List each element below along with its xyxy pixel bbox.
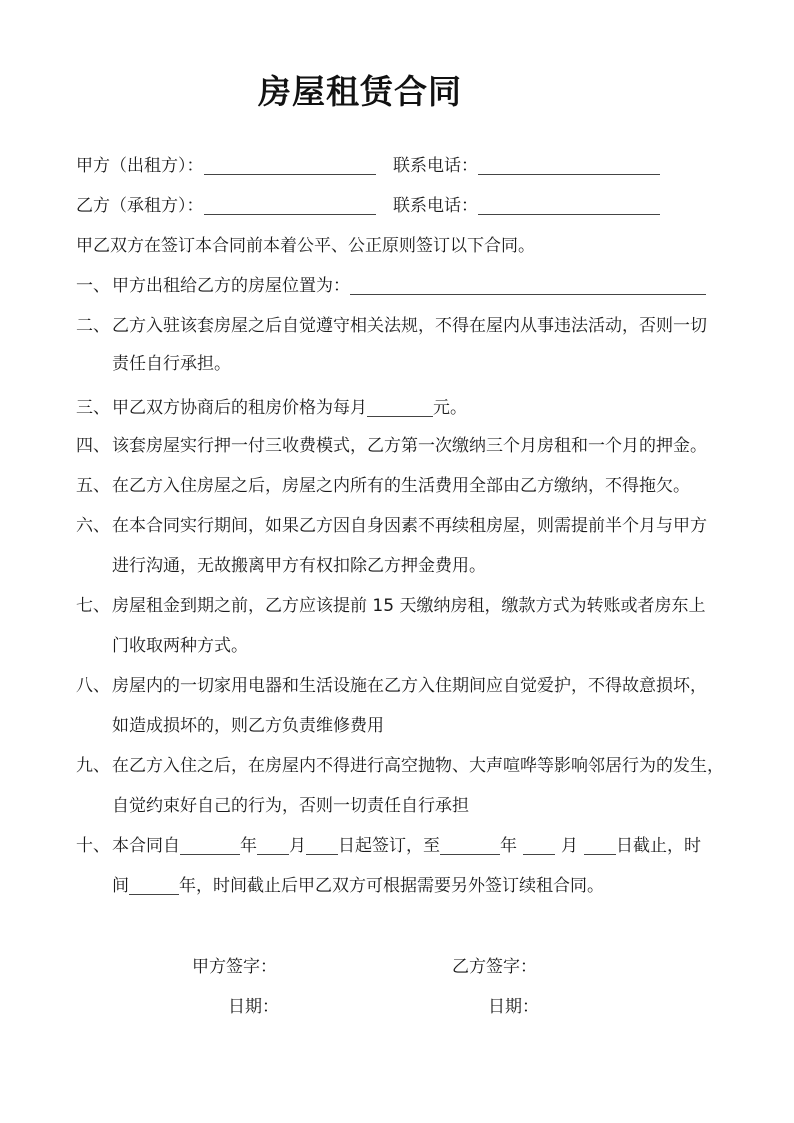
- party-b-date-label: 日期：: [488, 997, 539, 1017]
- clause-number: 三、: [76, 398, 110, 418]
- clause-7: [76, 594, 705, 618]
- party-a-phone-field[interactable]: [478, 156, 660, 175]
- party-a-phone-label: 联系电话：: [393, 156, 478, 176]
- clause-2-cont: 责任自行承担。: [112, 354, 231, 374]
- clause-number: 八、: [76, 676, 110, 696]
- end-year-field[interactable]: [440, 836, 500, 855]
- start-year-field[interactable]: [180, 836, 240, 855]
- party-a-name-field[interactable]: [204, 156, 376, 175]
- party-a-phone-row: [393, 154, 660, 178]
- party-a-label: 甲方（出租方）：: [76, 156, 204, 176]
- year-label: 年: [500, 836, 517, 856]
- clause-text: 年，时间截止后甲乙双方可根据需要另外签订续租合同。: [179, 876, 604, 896]
- clause-number: 九、: [76, 756, 110, 776]
- clause-4: [76, 434, 707, 458]
- party-b-signature-label: 乙方签字：: [452, 957, 537, 977]
- start-day-field[interactable]: [306, 836, 338, 855]
- clause-number: 六、: [76, 516, 110, 536]
- clause-text: 在乙方入住房屋之后，房屋之内所有的生活费用全部由乙方缴纳，不得拖欠。: [112, 476, 690, 496]
- clause-2: [76, 314, 707, 338]
- party-b-label: 乙方（承租方）：: [76, 196, 204, 216]
- clause-text: 甲方出租给乙方的房屋位置为：: [112, 276, 350, 296]
- clause-text: 在本合同实行期间，如果乙方因自身因素不再续租房屋，则需提前半个月与甲方: [112, 516, 707, 536]
- clause-number: 一、: [76, 276, 110, 296]
- document-title: 房屋租赁合同: [258, 72, 462, 111]
- party-b-row: [76, 194, 376, 218]
- start-month-field[interactable]: [257, 836, 289, 855]
- clause-1: [76, 274, 706, 298]
- end-month-field[interactable]: [523, 836, 555, 855]
- clause-9-cont: 自觉约束好自己的行为，否则一切责任自行承担: [112, 796, 469, 816]
- party-b-phone-field[interactable]: [478, 196, 660, 215]
- month-label: 月: [561, 836, 578, 856]
- clause-number: 二、: [76, 316, 110, 336]
- clause-text-unit: 元。: [433, 398, 467, 418]
- clause-text: 间: [112, 876, 129, 896]
- clause-text: 在乙方入住之后，在房屋内不得进行高空抛物、大声喧哗等影响邻居行为的发生，: [112, 756, 724, 776]
- party-a-signature-label: 甲方签字：: [192, 957, 277, 977]
- clause-text: 本合同自: [112, 836, 180, 856]
- clause-8-cont: 如造成损坏的，则乙方负责维修费用: [112, 716, 384, 736]
- clause-8: [76, 674, 707, 698]
- clause-9: [76, 754, 724, 778]
- clause-number: 七、: [76, 596, 110, 616]
- clause-10-cont: [112, 874, 604, 898]
- party-b-phone-row: [393, 194, 660, 218]
- monthly-rent-field[interactable]: [367, 398, 433, 417]
- clause-6-cont: 进行沟通，无故搬离甲方有权扣除乙方押金费用。: [112, 556, 486, 576]
- clause-text: 乙方入驻该套房屋之后自觉遵守相关法规，不得在屋内从事违法活动，否则一切: [112, 316, 707, 336]
- house-location-field[interactable]: [350, 276, 706, 295]
- clause-5: [76, 474, 690, 498]
- end-day-field[interactable]: [584, 836, 616, 855]
- clause-text: 甲乙双方协商后的租房价格为每月: [112, 398, 367, 418]
- end-label: 日截止，时: [616, 836, 701, 856]
- party-b-name-field[interactable]: [204, 196, 376, 215]
- clause-3: [76, 396, 467, 420]
- intro-text: 甲乙双方在签订本合同前本着公平、公正原则签订以下合同。: [76, 236, 535, 256]
- clause-number: 五、: [76, 476, 110, 496]
- party-a-row: [76, 154, 376, 178]
- clause-text: 该套房屋实行押一付三收费模式，乙方第一次缴纳三个月房租和一个月的押金。: [112, 436, 707, 456]
- start-label: 日起签订，至: [338, 836, 440, 856]
- party-b-phone-label: 联系电话：: [393, 196, 478, 216]
- clause-6: [76, 514, 707, 538]
- year-label: 年: [240, 836, 257, 856]
- clause-number: 十、: [76, 836, 110, 856]
- clause-text: 房屋租金到期之前，乙方应该提前 15 天缴纳房租，缴款方式为转账或者房东上: [112, 596, 706, 616]
- duration-years-field[interactable]: [129, 876, 179, 895]
- clause-10: [76, 834, 701, 858]
- party-a-date-label: 日期：: [228, 997, 279, 1017]
- clause-text: 房屋内的一切家用电器和生活设施在乙方入住期间应自觉爱护，不得故意损坏，: [112, 676, 707, 696]
- month-label: 月: [289, 836, 306, 856]
- clause-number: 四、: [76, 436, 110, 456]
- clause-7-cont: 门收取两种方式。: [112, 636, 248, 656]
